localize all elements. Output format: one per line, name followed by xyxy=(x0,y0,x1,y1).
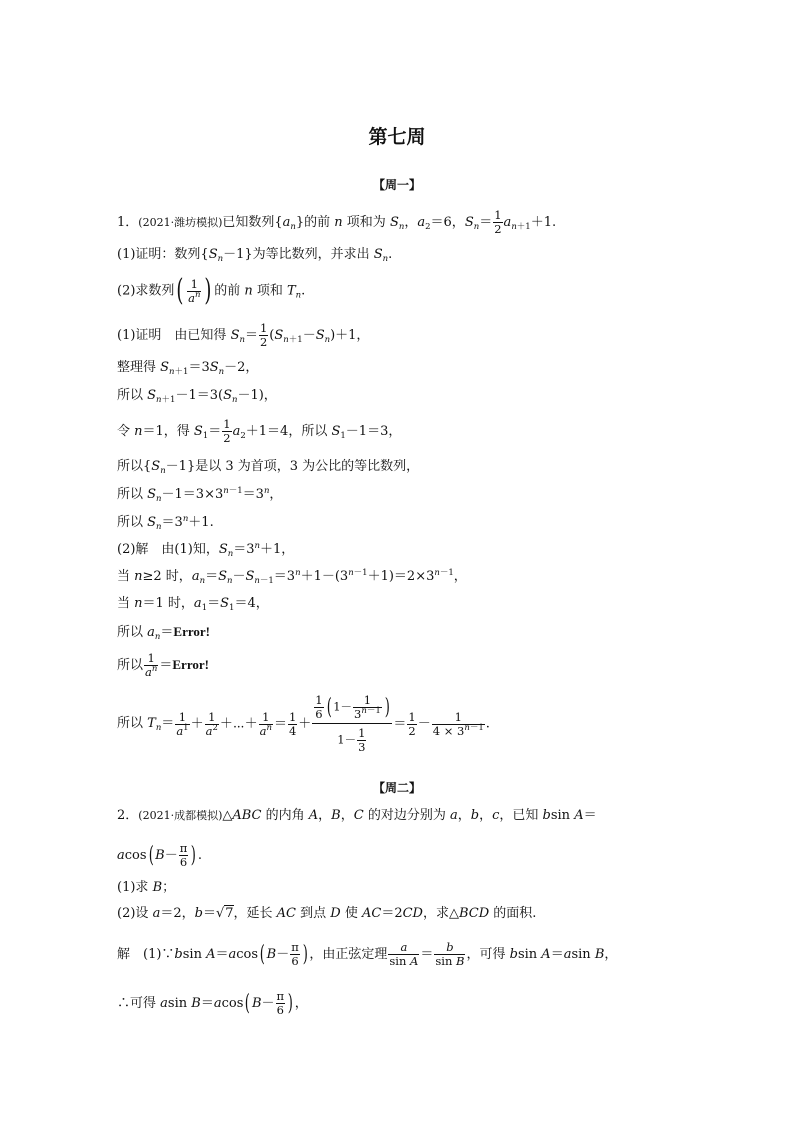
solution-1-line-9: 当 n≥2 时，$a_n=S_n-S_{n-1}=3^n+1-(3^{n-1}+1)=2\times 3^{n-1}$， xyxy=(117,568,467,586)
page-title: 第七周 xyxy=(368,126,426,148)
solution-1-line-6: 所以 $S_n-1=3\times 3^{n-1}=3^n$， xyxy=(117,486,283,504)
solution-2-line-2: ∴可得 asin B＝acos( B－ $\frac{\pi}{6}$ ) ， xyxy=(117,989,308,1017)
problem-2-part-1: (1)求 B； xyxy=(117,880,176,895)
problem-1-part-2: (2)求数列( $\frac{1}{a^n}$ ) 的前 n 项和 $T_n$. xyxy=(117,273,306,308)
solution-1-line-3: 所以 $S_{n+1}-1=3(S_n-1)$， xyxy=(117,388,277,405)
solution-1-line-11: 所以 $a_n=Error$! xyxy=(117,624,210,642)
problem-2-stem-line-2: acos( B－ $\frac{\pi}{6}$ ) . xyxy=(117,841,203,869)
solution-1-line-5: 所以$\{S_n-1\}$是以 3 为首项，3 为公比的等比数列， xyxy=(117,459,420,476)
solution-1-line-2: 整理得 $S_{n+1}=3S_n-2$， xyxy=(117,360,259,377)
problem-2-stem-line-1: 2．(2021·成都模拟)△ABC 的内角 A，B，C 的对边分别为 a，b，c，已知 bsin A＝ xyxy=(117,808,597,823)
solution-1-final: 所以 $T_n=$ $\frac{1}{a^1}$ ＋ $\frac{1}{a^2}$ ＋⋯＋ $\frac{1}{a^n}$ ＝ $\frac{1}{4}$ ＋ $\frac{1}{6}$ ( 1－ $\frac{1}{3^{n-1}}$ ) 1－ $\frac{1}{3}$ ＝ $\frac{1}{2}$ － $\frac{1}{4 \times 3^{n-1}}$ . xyxy=(117,693,490,754)
solution-1-line-1: (1)证明 由已知得 $S_n=$ $\frac{1}{2}$ $(S_{n+1}-S_n)+1$， xyxy=(117,321,370,349)
problem-2-part-2: (2)设 a＝2，b＝√7，延长 AC 到点 D 使 AC＝2CD，求△BCD 的面积. xyxy=(117,906,537,921)
error-field-1: Error! xyxy=(173,624,210,639)
problem-1-part-1: (1)证明：数列$\{S_n-1\}$为等比数列，并求出 $S_n$. xyxy=(117,247,393,264)
solution-2-line-1: 解 (1)∵bsin A＝acos( B－ $\frac{\pi}{6}$ ) ，由正弦定理 $\frac{a}{\text{sin A}}$ ＝ $\frac{b}{\text{sin B}}$ ，可得 bsin A＝asin B， xyxy=(117,940,618,968)
section-label-monday: 【周一】 xyxy=(372,178,421,192)
problem-1-stem: 1．(2021·潍坊模拟)已知数列$\{a_n\}$的前 n 项和为 $S_n$，$a_2=6$，$S_n=$ $\frac{1}{2}$ $a_{n+1}+1$. xyxy=(117,208,557,236)
solution-1-line-4: 令 n＝1，得 $S_1=$ $\frac{1}{2}$ $a_2+1=4$，所以 $S_1-1=3$， xyxy=(117,417,402,445)
solution-1-line-10: 当 n＝1 时，$a_1=S_1=4$， xyxy=(117,596,269,613)
solution-1-line-8: (2)解 由(1)知，$S_n=3^n+1$， xyxy=(117,541,295,559)
solution-1-line-7: 所以 $S_n=3^n+1$. xyxy=(117,514,214,532)
section-label-tuesday: 【周二】 xyxy=(372,781,421,795)
error-field-2: Error! xyxy=(172,657,209,672)
solution-1-line-12: 所以 $\frac{1}{a^n}$ ＝Error! xyxy=(117,651,209,679)
